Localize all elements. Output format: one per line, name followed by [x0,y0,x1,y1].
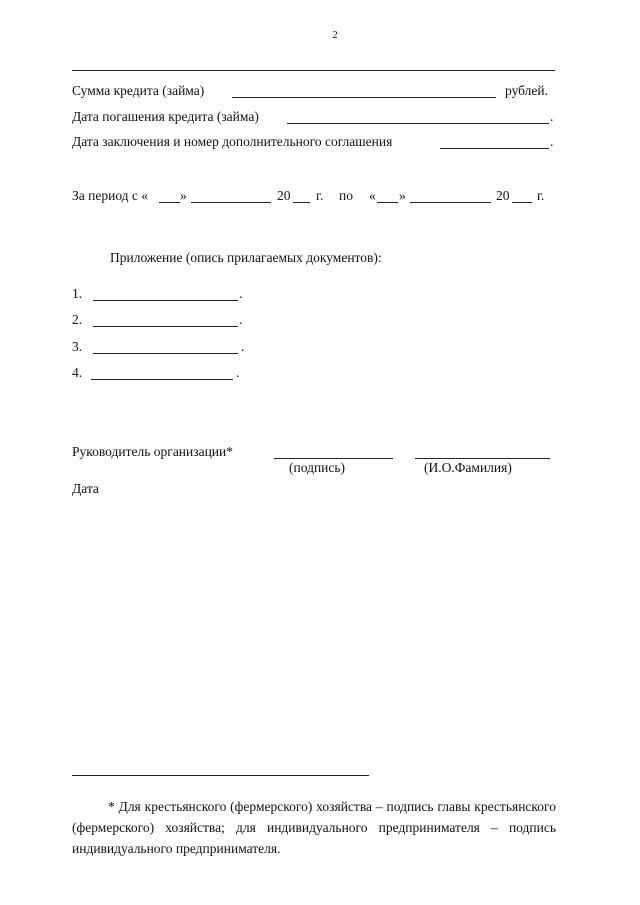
period-to-close-quote: » [399,188,406,203]
footnote-separator [72,775,369,776]
period-to-label: по [339,188,353,203]
agreement-label: Дата заключения и номер дополнительного соглашения [72,134,393,149]
attachment-item-1-period: . [239,286,243,301]
loan-amount-label: Сумма кредита (займа) [72,83,205,98]
loan-amount-input-line[interactable] [232,97,496,98]
period-to-month-line[interactable] [410,202,491,203]
period-to-year-line[interactable] [512,202,532,203]
period-to-year-suffix: г. [537,188,545,203]
repayment-date-label: Дата погашения кредита (займа) [72,109,259,124]
attachment-item-2-line[interactable] [93,326,238,327]
attachment-item-4-number: 4. [72,365,83,380]
attachment-item-2-period: . [239,312,243,327]
signature-caption: (подпись) [289,460,346,475]
period-from-label: За период с « [72,188,149,203]
repayment-date-period: . [550,109,554,124]
head-of-organization-label: Руководитель организации* [72,444,234,459]
footnote-text: * Для крестьянского (фермерского) хозяйства – подпись главы крестьянского (фермерского) хозяйства; для индивидуального предпринимателя – подпись индивидуального предпринимателя. [72,799,556,856]
repayment-date-input-line[interactable] [287,123,549,124]
period-to-open-quote: « [369,188,376,203]
attachment-item-4-period: . [236,365,240,380]
date-label: Дата [72,481,99,496]
period-from-close-quote: » [180,188,187,203]
period-from-year-prefix: 20 [277,188,291,203]
agreement-input-line[interactable] [440,148,549,149]
period-to-day-line[interactable] [377,202,398,203]
attachment-item-2-number: 2. [72,312,83,327]
loan-amount-unit: рублей. [505,83,549,98]
signature-line[interactable] [274,458,393,459]
period-to-year-prefix: 20 [496,188,510,203]
agreement-period: . [550,134,554,149]
full-name-caption: (И.О.Фамилия) [424,460,512,475]
attachment-item-4-line[interactable] [91,379,233,380]
period-from-year-line[interactable] [293,202,310,203]
full-name-line[interactable] [415,458,550,459]
attachment-item-1-line[interactable] [93,300,238,301]
period-from-year-suffix: г. [316,188,324,203]
attachment-item-3-period: . [241,339,245,354]
page-number: 2 [332,29,338,41]
attachment-item-3-line[interactable] [93,353,238,354]
period-from-month-line[interactable] [191,202,271,203]
period-from-day-line[interactable] [159,202,180,203]
top-blank-line[interactable] [72,70,555,71]
attachment-item-1-number: 1. [72,286,83,301]
attachments-title: Приложение (опись прилагаемых документов): [110,250,382,265]
attachment-item-3-number: 3. [72,339,83,354]
